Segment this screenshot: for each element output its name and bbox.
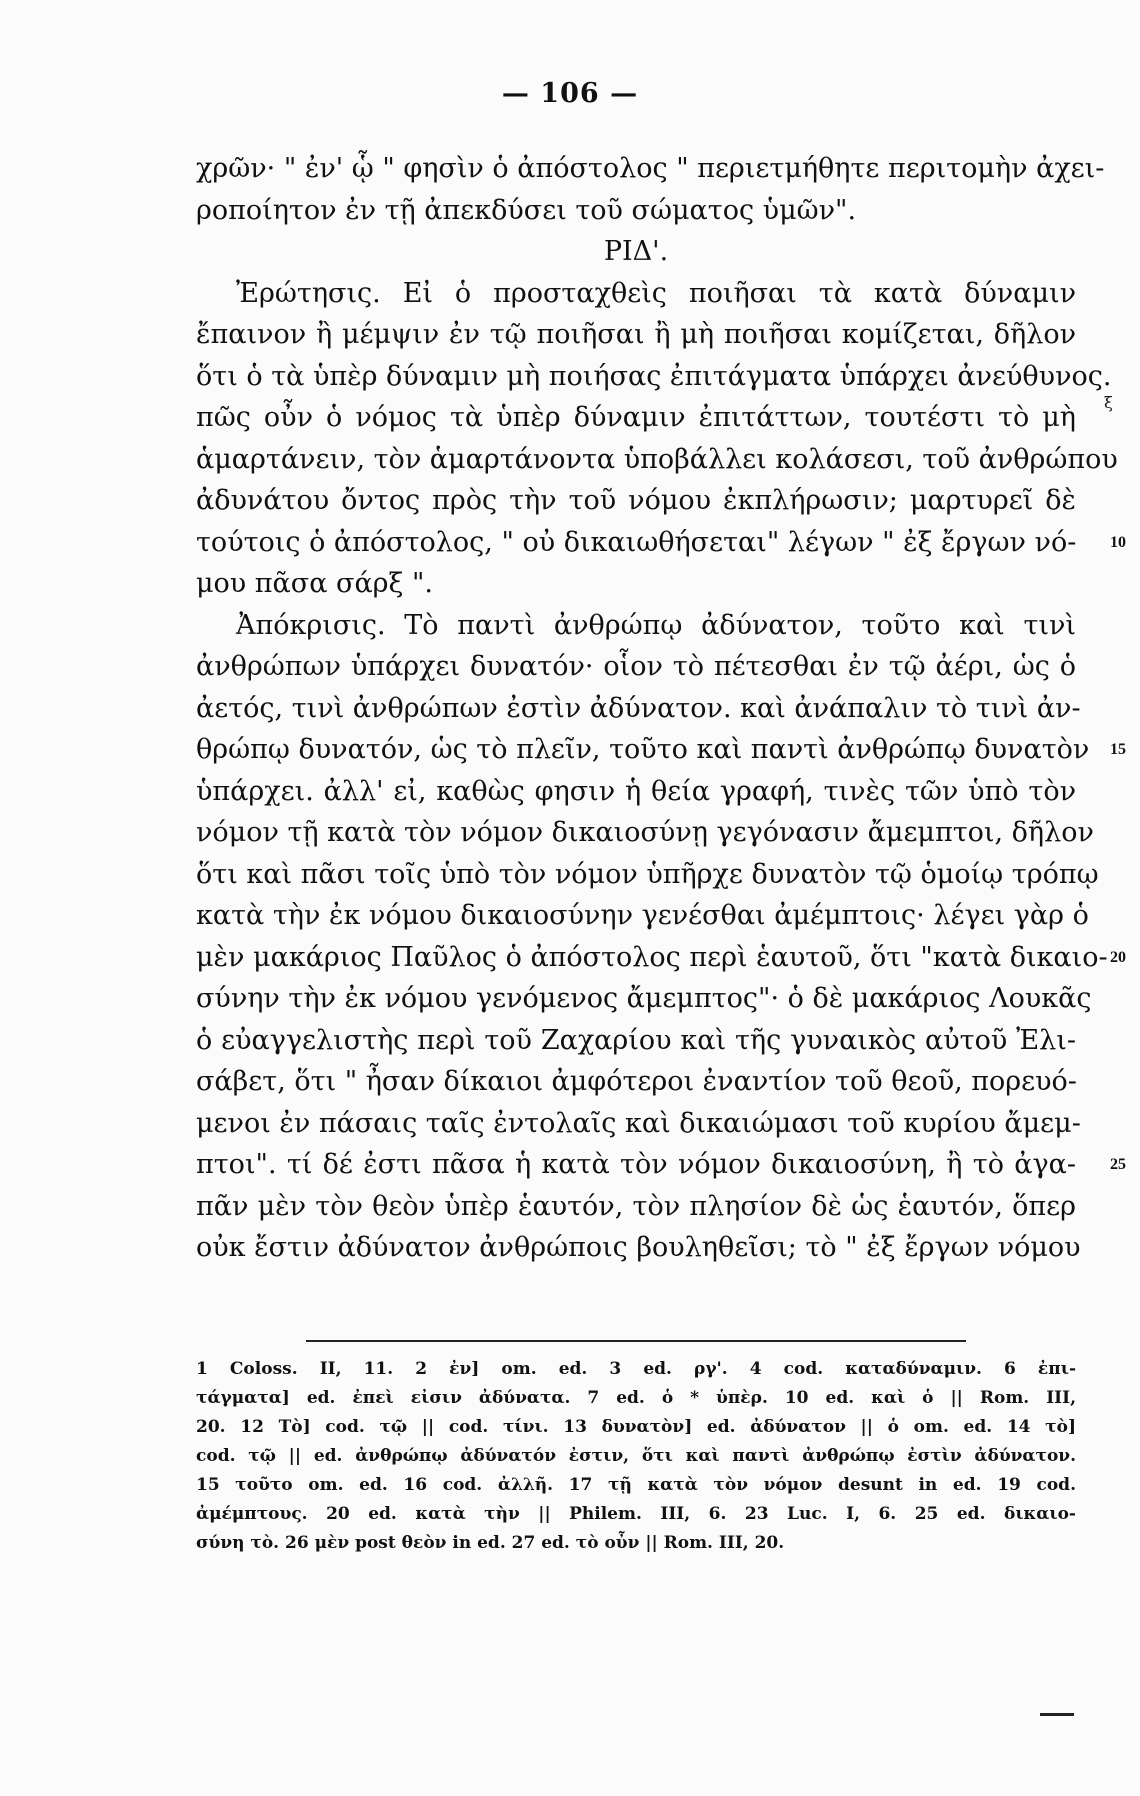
- line-number: 10: [1110, 533, 1126, 551]
- text-line: κατὰ τὴν ἐκ νόμου δικαιοσύνην γενέσθαι ἀμέμπτοις· λέγει γὰρ ὁ: [196, 900, 1089, 931]
- text-line: ἀδυνάτου ὄντος πρὸς τὴν τοῦ νόμου ἐκπλήρωσιν; μαρτυρεῖ δὲ: [196, 485, 1076, 516]
- page-header: — 106 —: [501, 78, 639, 109]
- section-heading: ΡΙΔ'.: [603, 236, 669, 267]
- bottom-dash: [1040, 1713, 1074, 1716]
- text-line: ἀετός, τινὶ ἀνθρώπων ἐστὶν ἀδύνατον. καὶ ἀνάπαλιν τὸ τινὶ ἀν-: [196, 692, 1081, 724]
- text-line: ὑπάρχει. ἀλλ' εἰ, καθὼς φησιν ἡ θεία γραφή, τινὲς τῶν ὑπὸ τὸν: [196, 775, 1076, 807]
- line-number: 25: [1110, 1156, 1126, 1173]
- text-line: μου πᾶσα σάρξ ".: [196, 568, 434, 599]
- text-line: ἔπαινον ἢ μέμψιν ἐν τῷ ποιῆσαι ἢ μὴ ποιῆσαι κομίζεται, δῆλον: [196, 319, 1076, 350]
- text-line: μενοι ἐν πάσαις ταῖς ἐντολαῖς καὶ δικαιώμασι τοῦ κυρίου ἄμεμ-: [196, 1107, 1081, 1139]
- text-line: Ἀπόκρισις. Τὸ παντὶ ἀνθρώπῳ ἀδύνατον, τοῦτο καὶ τινὶ: [236, 609, 1076, 641]
- text-line: πᾶν μὲν τὸν θεὸν ὑπὲρ ἑαυτόν, τὸν πλησίον δὲ ὡς ἑαυτόν, ὅπερ: [196, 1190, 1076, 1222]
- text-line: τούτοις ὁ ἀπόστολος, " οὐ δικαιωθήσεται" λέγων " ἐξ ἔργων νό-: [196, 526, 1077, 558]
- body-text: [196, 148, 1126, 1269]
- edge-mark: ξ: [1104, 393, 1113, 412]
- text-line: πῶς οὖν ὁ νόμος τὰ ὑπὲρ δύναμιν ἐπιτάττων, τουτέστι τὸ μὴ: [196, 402, 1076, 433]
- text-line: ἀνθρώπων ὑπάρχει δυνατόν· οἷον τὸ πέτεσθαι ἐν τῷ ἀέρι, ὡς ὁ: [196, 651, 1076, 682]
- footnote-line: ἀμέμπτους. 20 ed. κατὰ τὴν || Philem. III, 6. 23 Luc. I, 6. 25 ed. δικαιο-: [196, 1504, 1076, 1524]
- footnote-line: 1 Coloss. II, 11. 2 ἐν] om. ed. 3 ed. ργ'. 4 cod. καταδύναμιν. 6 ἐπι-: [196, 1359, 1076, 1379]
- text-line: ἁμαρτάνειν, τὸν ἁμαρτάνοντα ὑποβάλλει κολάσεσι, τοῦ ἀνθρώπου: [196, 443, 1118, 475]
- text-line: σάβετ, ὅτι " ἦσαν δίκαιοι ἀμφότεροι ἐναντίον τοῦ θεοῦ, πορευό-: [196, 1066, 1077, 1097]
- text-line: θρώπῳ δυνατόν, ὡς τὸ πλεῖν, τοῦτο καὶ παντὶ ἀνθρώπῳ δυνατὸν: [196, 734, 1090, 765]
- footnote-line: 15 τοῦτο om. ed. 16 cod. ἀλλῆ. 17 τῇ κατὰ τὸν νόμον desunt in ed. 19 cod.: [196, 1475, 1076, 1495]
- footnote-line: cod. τῷ || ed. ἀνθρώπῳ ἀδύνατόν ἐστιν, ὅτι καὶ παντὶ ἀνθρώπῳ ἐστὶν ἀδύνατον.: [196, 1446, 1076, 1466]
- text-line: ὅτι καὶ πᾶσι τοῖς ὑπὸ τὸν νόμον ὑπῆρχε δυνατὸν τῷ ὁμοίῳ τρόπῳ: [196, 858, 1099, 890]
- footnote-line: σύνη τὸ. 26 μὲν post θεὸν in ed. 27 ed. τὸ οὖν || Rom. III, 20.: [196, 1533, 785, 1553]
- text-line: μὲν μακάριος Παῦλος ὁ ἀπόστολος περὶ ἑαυτοῦ, ὅτι "κατὰ δικαιο-: [196, 941, 1108, 973]
- line-number: 15: [1110, 741, 1126, 758]
- text-line: νόμον τῇ κατὰ τὸν νόμον δικαιοσύνῃ γεγόνασιν ἄμεμπτοι, δῆλον: [196, 817, 1094, 848]
- text-line: σύνην τὴν ἐκ νόμου γενόμενος ἄμεμπτος"· ὁ δὲ μακάριος Λουκᾶς: [196, 983, 1092, 1014]
- text-line: οὐκ ἔστιν ἀδύνατον ἀνθρώποις βουληθεῖσι; τὸ " ἐξ ἔργων νόμου: [196, 1232, 1081, 1263]
- footnote-line: τάγματα] ed. ἐπεὶ εἰσιν ἀδύνατα. 7 ed. ὁ * ὑπὲρ. 10 ed. καὶ ὁ || Rom. III,: [196, 1388, 1076, 1408]
- text-line: χρῶν· " ἐν' ᾧ " φησὶν ὁ ἀπόστολος " περιετμήθητε περιτομὴν ἀχει-: [196, 153, 1105, 184]
- text-line: ὁ εὐαγγελιστὴς περὶ τοῦ Ζαχαρίου καὶ τῆς γυναικὸς αὐτοῦ Ἐλι-: [196, 1024, 1076, 1056]
- text-line: ὅτι ὁ τὰ ὑπὲρ δύναμιν μὴ ποιήσας ἐπιτάγματα ὑπάρχει ἀνεύθυνος.: [196, 360, 1112, 392]
- line-number: 20: [1110, 948, 1126, 966]
- footnotes: [196, 1355, 1076, 1558]
- footnote-rule: [306, 1340, 966, 1342]
- footnote-line: 20. 12 Τὸ] cod. τῷ || cod. τίνι. 13 δυνατὸν] ed. ἀδύνατον || ὁ om. ed. 14 τὸ]: [196, 1417, 1076, 1437]
- text-line: πτοι". τί δέ ἐστι πᾶσα ἡ κατὰ τὸν νόμον δικαιοσύνη, ἢ τὸ ἀγα-: [196, 1149, 1076, 1180]
- text-line: ροποίητον ἐν τῇ ἀπεκδύσει τοῦ σώματος ὑμῶν".: [196, 194, 857, 226]
- text-line: Ἐρώτησις. Εἰ ὁ προσταχθεὶς ποιῆσαι τὰ κατὰ δύναμιν: [236, 277, 1076, 309]
